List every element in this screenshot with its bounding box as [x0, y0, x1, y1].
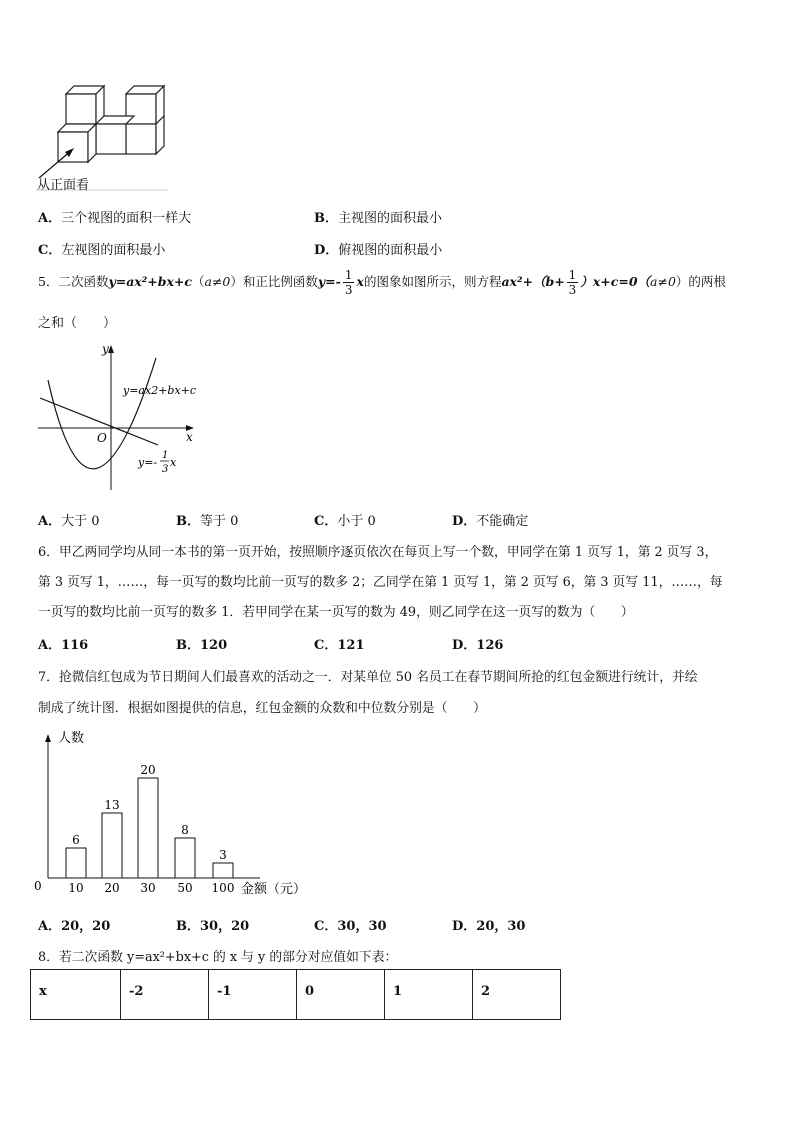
q6-option-a[interactable]: A．116 — [38, 638, 89, 653]
line-label-x: x — [170, 456, 177, 469]
bar-50 — [175, 838, 195, 878]
bar-value-label: 8 — [181, 823, 189, 837]
q6-option-d[interactable]: D．126 — [452, 638, 504, 653]
bar-100 — [213, 863, 233, 878]
q4-option-a[interactable]: A．三个视图的面积一样大 — [38, 211, 192, 226]
x-tick-label: 50 — [177, 881, 193, 895]
q4-option-c[interactable]: C．左视图的面积最小 — [38, 243, 166, 258]
q5-question-line2: 之和（ ） — [38, 316, 117, 331]
value-table — [30, 969, 561, 1020]
x-axis-label: x — [186, 430, 193, 444]
y-axis-label: y — [102, 342, 109, 356]
q5-question: 5．二次函数y=ax²+bx+c（a≠0）和正比例函数y=- $\frac{1}{3}$ x的图象如图所示，则方程ax²+（b+ $\frac{1}{3}$ ）x+c=0（a≠0）的两根 — [38, 268, 726, 297]
table-cell: 2 — [473, 970, 561, 1020]
bar-value-label: 6 — [72, 833, 80, 847]
bar-value-label: 13 — [104, 798, 120, 812]
q5-option-c[interactable]: C．小于 0 — [314, 514, 376, 529]
table-cell: -2 — [121, 970, 209, 1020]
bar-value-label: 3 — [219, 848, 227, 862]
chart-origin-label: 0 — [34, 879, 42, 893]
parabola-label: y=ax2+bx+c — [123, 384, 197, 397]
q5-option-a[interactable]: A．大于 0 — [38, 514, 100, 529]
bar-20 — [102, 813, 122, 878]
line-label-prefix: y=- — [138, 456, 158, 469]
q7-option-b[interactable]: B．30，20 — [176, 919, 250, 934]
function-graph — [34, 340, 214, 495]
x-tick-label: 30 — [140, 881, 156, 895]
q5-option-b[interactable]: B．等于 0 — [176, 514, 239, 529]
q5-option-d[interactable]: D．不能确定 — [452, 514, 529, 529]
bar-value-label: 20 — [140, 763, 156, 777]
line-label-den: 3 — [162, 464, 169, 475]
q8-question: 8．若二次函数 y=ax²+bx+c 的 x 与 y 的部分对应值如下表： — [38, 950, 398, 965]
bar-chart — [30, 726, 320, 901]
q4-option-b[interactable]: B．主视图的面积最小 — [314, 211, 443, 226]
q6-question-line3: 一页写的数均比前一页写的数多 1．若甲同学在某一页写的数为 49，则乙同学在这一页写的数为（ ） — [38, 605, 634, 620]
line-label-num: 1 — [162, 450, 169, 461]
x-tick-label: 100 — [211, 881, 235, 895]
x-tick-label: 10 — [68, 881, 84, 895]
q7-option-c[interactable]: C．30，30 — [314, 919, 387, 934]
q7-option-d[interactable]: D．20，30 — [452, 919, 526, 934]
q6-option-b[interactable]: B．120 — [176, 638, 228, 653]
bar-10 — [66, 848, 86, 878]
q7-option-a[interactable]: A．20，20 — [38, 919, 111, 934]
cube-caption: 从正面看 — [37, 178, 90, 193]
table-row — [31, 970, 561, 1020]
table-cell: 1 — [385, 970, 473, 1020]
chart-x-label: 金额（元） — [241, 882, 307, 897]
table-cell: x — [31, 970, 121, 1020]
q6-option-c[interactable]: C．121 — [314, 638, 365, 653]
bar-30 — [138, 778, 158, 878]
table-cell: -1 — [209, 970, 297, 1020]
table-cell: 0 — [297, 970, 385, 1020]
q6-question-line1: 6．甲乙两同学均从同一本书的第一页开始，按照顺序逐页依次在每页上写一个数，甲同学在第 1 页写 1，第 2 页写 3， — [38, 545, 718, 560]
chart-y-label: 人数 — [58, 731, 85, 746]
q6-question-line2: 第 3 页写 1，……，每一页写的数均比前一页写的数多 2；乙同学在第 1 页写 1，第 2 页写 6，第 3 页写 11，……，每 — [38, 575, 723, 590]
q4-option-d[interactable]: D．俯视图的面积最小 — [314, 243, 443, 258]
origin-label: O — [97, 431, 107, 445]
x-tick-label: 20 — [104, 881, 120, 895]
q7-question-line1: 7．抢微信红包成为节日期间人们最喜欢的活动之一．对某单位 50 名员工在春节期间所抢的红包金额进行统计，并绘 — [38, 670, 698, 685]
q7-question-line2: 制成了统计图．根据如图提供的信息，红包金额的众数和中位数分别是（ ） — [38, 701, 486, 716]
